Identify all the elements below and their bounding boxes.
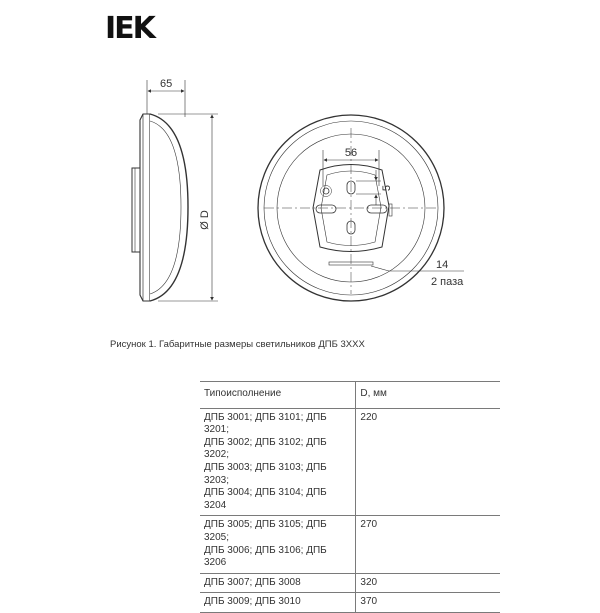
dim-slot-count-label: 2 паза bbox=[431, 276, 464, 288]
diameter-cell: 370 bbox=[356, 593, 500, 613]
header-diameter: D, мм bbox=[356, 382, 500, 409]
type-cell bbox=[200, 593, 356, 613]
type-line: ДПБ 3006; ДПБ 3106; ДПБ 3206 bbox=[204, 544, 327, 569]
type-cell bbox=[200, 516, 356, 573]
dim-slot-width-label: 14 bbox=[436, 259, 449, 271]
type-line: ДПБ 3009; ДПБ 3010 bbox=[204, 596, 301, 608]
type-line: ДПБ 3007; ДПБ 3008 bbox=[204, 576, 301, 588]
table-row bbox=[200, 408, 500, 516]
dim-height-label: 65 bbox=[160, 78, 173, 90]
table-row bbox=[200, 516, 500, 573]
side-view bbox=[132, 80, 218, 301]
diameter-cell: 220 bbox=[356, 408, 500, 516]
dim-spacing-label: 56 bbox=[344, 147, 358, 159]
table-header-row bbox=[200, 382, 500, 409]
dim-diameter-label: Ø D bbox=[199, 210, 211, 230]
diameter-cell: 270 bbox=[356, 516, 500, 573]
diameter-cell: 320 bbox=[356, 573, 500, 593]
type-cell bbox=[200, 573, 356, 593]
type-line: ДПБ 3003; ДПБ 3103; ДПБ 3203; bbox=[204, 461, 327, 486]
type-line: ДПБ 3004; ДПБ 3104; ДПБ 3204 bbox=[204, 487, 327, 511]
type-line: ДПБ 3001; ДПБ 3101; ДПБ 3201; bbox=[204, 411, 327, 436]
type-cell bbox=[200, 408, 356, 516]
type-line: ДПБ 3005; ДПБ 3105; ДПБ 3205; bbox=[204, 519, 327, 543]
spec-table bbox=[200, 381, 500, 613]
iek-logo: IEK bbox=[105, 11, 154, 46]
type-line: ДПБ 3002; ДПБ 3102; ДПБ 3202; bbox=[204, 436, 327, 461]
top-view bbox=[258, 115, 464, 301]
dim-slot-label: 5 bbox=[381, 184, 393, 192]
table-row bbox=[200, 593, 500, 613]
header-type: Типоисполнение bbox=[204, 388, 282, 399]
table-row bbox=[200, 573, 500, 593]
figure-caption: Рисунок 1. Габаритные размеры светильников ДПБ 3XXX bbox=[110, 339, 365, 350]
